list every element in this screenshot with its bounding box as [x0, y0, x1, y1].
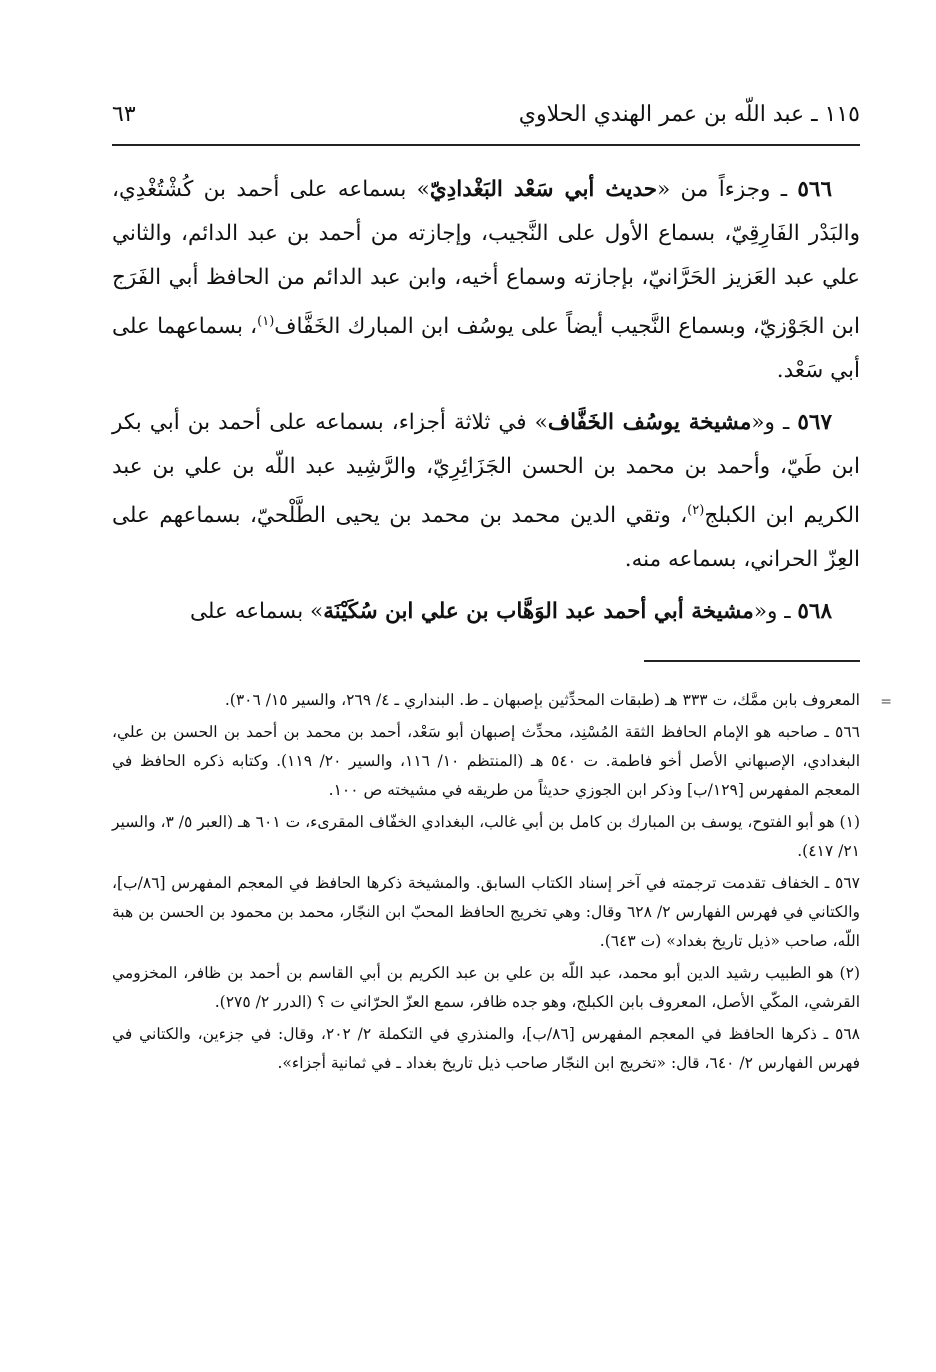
entry-text: ـ وجزءاً من «: [657, 177, 798, 202]
continuation-mark: =: [880, 694, 892, 710]
running-header: [112, 92, 860, 136]
footnote: المعروف بابن ممَّك، ت ٣٣٣ هـ (طبقات المحدِّثين بإصبهان ـ ط. البنداري ـ ٤/ ٢٦٩، والسير ١٥/ ٣٠٦).: [224, 691, 860, 709]
footnote: ٥٦٧ ـ الخفاف تقدمت ترجمته في آخر إسناد الكتاب السابق. والمشيخة ذكرها الحافظ في المعجم المفهرس [٨٦/ب]، والكتاني في فهرس الفهارس ٢/ ٦٢٨ وقال: وهي تخريج الحافظ المحبّ ابن النجّار، محمد بن محمود بن الحسن بن هبة اللّه، صاحب «ذيل تاريخ بغداد» (ت ٦٤٣).: [112, 874, 861, 950]
entry-text: » بسماعه على أحمد بن كُشْتُغْدِي، والبَدْر الفَارِقِيّ، بسماع الأول على النَّجيب، وإجازته من أحمد بن عبد الدائم، والثاني علي عبد العَزيز الحَرَّانيّ، بإجازته وسماع أخيه، وابن عبد الدائم من الحافظ أبي الفَرَج ابن الجَوْزيّ، وبسماع النَّجيب أيضاً على يوسُف ابن المبارك الخَفَّاف: [112, 177, 860, 340]
footnote: (٢) هو الطبيب رشيد الدين أبو محمد، عبد اللّه بن علي بن عبد الكريم بن أبي القاسم بن أحمد بن ظافر، المخزومي القرشي، المكّي الأصل، المعروف بابن الكبلج، وهو جده ظافر، سمع العزّ الحرّاني ت ؟ (الدرر ٢/ ٢٧٥).: [112, 964, 860, 1011]
entry-book-title: مشيخة أبي أحمد عبد الوَهَّاب بن علي ابن سُكَيْنَة: [323, 599, 754, 625]
footnote-ref: (٢): [687, 503, 705, 519]
entry-text: » في ثلاثة أجزاء، بسماعه على أحمد بن أبي بكر ابن طَيّ، وأحمد بن محمد بن الحسن الجَزَائِرِيّ، والرَّشِيد عبد اللّه بن علي بن عبد الكريم ابن الكبلج: [112, 410, 860, 529]
footnote-rule: [644, 660, 860, 662]
header-rule: [112, 144, 860, 146]
entry-number: ٥٦٦: [797, 177, 832, 202]
entry-number: ٥٦٧: [797, 410, 832, 436]
footnote: ٥٦٨ ـ ذكرها الحافظ في المعجم المفهرس [٨٦/ب]، والمنذري في التكملة ٢/ ٢٠٢، وقال: في جزءين، والكتاني في فهرس الفهارس ٢/ ٦٤٠، قال: «تخريج ابن النجّار صاحب ذيل تاريخ بغداد ـ في ثمانية أجزاء».: [112, 1025, 860, 1072]
entry-book-title: مشيخة يوسُف الخَفَّاف: [547, 410, 752, 436]
entry-text: ، بسماعهما على أبي سَعْد.: [112, 314, 860, 384]
entry-number: ٥٦٨: [797, 599, 832, 625]
page-number: ٦٣: [112, 101, 136, 127]
entry-text: ـ و«: [753, 599, 798, 625]
entry-567: [112, 401, 860, 582]
main-text: [112, 168, 860, 642]
footnote: (١) هو أبو الفتوح، يوسف بن المبارك بن كامل بن أبي غالب، البغدادي الخفّاف المقرىء، ت ٦٠١ هـ (العبر ٥/ ٣، والسير ٢١/ ٤١٧).: [112, 813, 860, 860]
entry-568: [112, 590, 860, 634]
running-title: ١١٥ ـ عبد اللّه بن عمر الهندي الحلاوي: [518, 101, 860, 127]
footnotes: [112, 686, 860, 1081]
entry-text: ، وتقي الدين محمد بن محمد بن يحيى الطَّلْحيّ، بسماعهم على العِزّ الحراني، بسماعه منه.: [112, 503, 860, 573]
footnote-ref: (١): [257, 314, 275, 329]
entry-book-title: حديث أبي سَعْد البَغْدادِيّ: [429, 177, 658, 202]
entry-566: [112, 168, 860, 393]
entry-text: » بسماعه على: [190, 599, 324, 625]
entry-text: ـ و«: [751, 410, 798, 436]
footnote: ٥٦٦ ـ صاحبه هو الإمام الحافظ الثقة المُسْنِد، محدِّث إصبهان أبو سَعْد، أحمد بن محمد بن أحمد بن الحسن بن علي، البغدادي، الإصبهاني الأصل أخو فاطمة. ت ٥٤٠ هـ (المنتظم ١٠/ ١١٦، والسير ٢٠/ ١١٩). وكتابه ذكره الحافظ في المعجم المفهرس [١٢٩/ب] وذكر ابن الجوزي حديثاً من طريقه في مشيخته ص ١٠٠.: [112, 723, 861, 799]
